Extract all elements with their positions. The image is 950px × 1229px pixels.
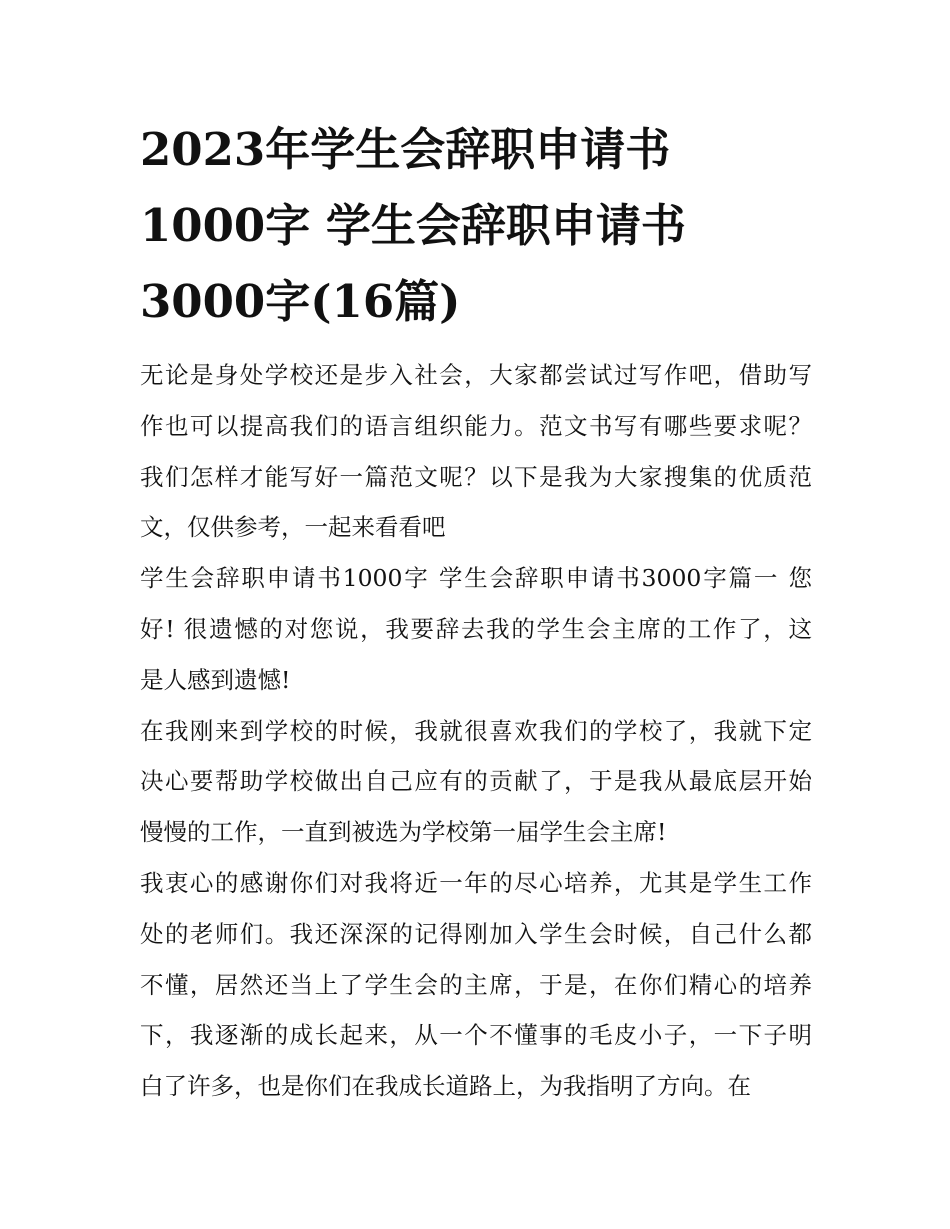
paragraph-article-2 bbox=[140, 706, 812, 858]
text-line: 不懂，居然还当上了学生会的主席，于是，在你们精心的培养 bbox=[140, 970, 812, 999]
document-page bbox=[140, 112, 812, 1112]
paragraph-article-3 bbox=[140, 858, 812, 1112]
text-line: 文，仅供参考，一起来看看吧 bbox=[140, 513, 446, 542]
text-line: 慢慢的工作，一直到被选为学校第一届学生会主席! bbox=[140, 818, 667, 847]
text-line: 好! 很遗憾的对您说，我要辞去我的学生会主席的工作了，这 bbox=[140, 614, 812, 643]
text-line: 处的老师们。我还深深的记得刚加入学生会时候，自己什么都 bbox=[140, 919, 812, 948]
text-line: 作也可以提高我们的语言组织能力。范文书写有哪些要求呢？ bbox=[140, 411, 812, 440]
text-line: 无论是身处学校还是步入社会，大家都尝试过写作吧，借助写 bbox=[140, 361, 812, 389]
text-line: 我衷心的感谢你们对我将近一年的尽心培养，尤其是学生工作 bbox=[140, 868, 812, 897]
text-line: 我们怎样才能写好一篇范文呢？以下是我为大家搜集的优质范 bbox=[140, 462, 812, 491]
document-body bbox=[140, 350, 812, 1112]
paragraph-intro bbox=[140, 350, 812, 553]
text-line: 学生会辞职申请书1000字 学生会辞职申请书3000字篇一 您 bbox=[140, 564, 812, 593]
text-line: 在我刚来到学校的时候，我就很喜欢我们的学校了，我就下定 bbox=[140, 716, 812, 745]
text-line: 下，我逐渐的成长起来，从一个不懂事的毛皮小子，一下子明 bbox=[140, 1021, 812, 1050]
text-line: 白了许多，也是你们在我成长道路上，为我指明了方向。在 bbox=[140, 1072, 751, 1101]
title-line: 1000字 学生会辞职申请书 bbox=[140, 199, 686, 252]
text-line: 是人感到遗憾! bbox=[140, 665, 291, 694]
title-line: 2023年学生会辞职申请书 bbox=[140, 123, 671, 176]
paragraph-article-1 bbox=[140, 553, 812, 705]
document-title bbox=[140, 112, 812, 340]
text-line: 决心要帮助学校做出自己应有的贡献了，于是我从最底层开始 bbox=[140, 767, 812, 796]
title-line: 3000字(16篇) bbox=[140, 275, 461, 328]
